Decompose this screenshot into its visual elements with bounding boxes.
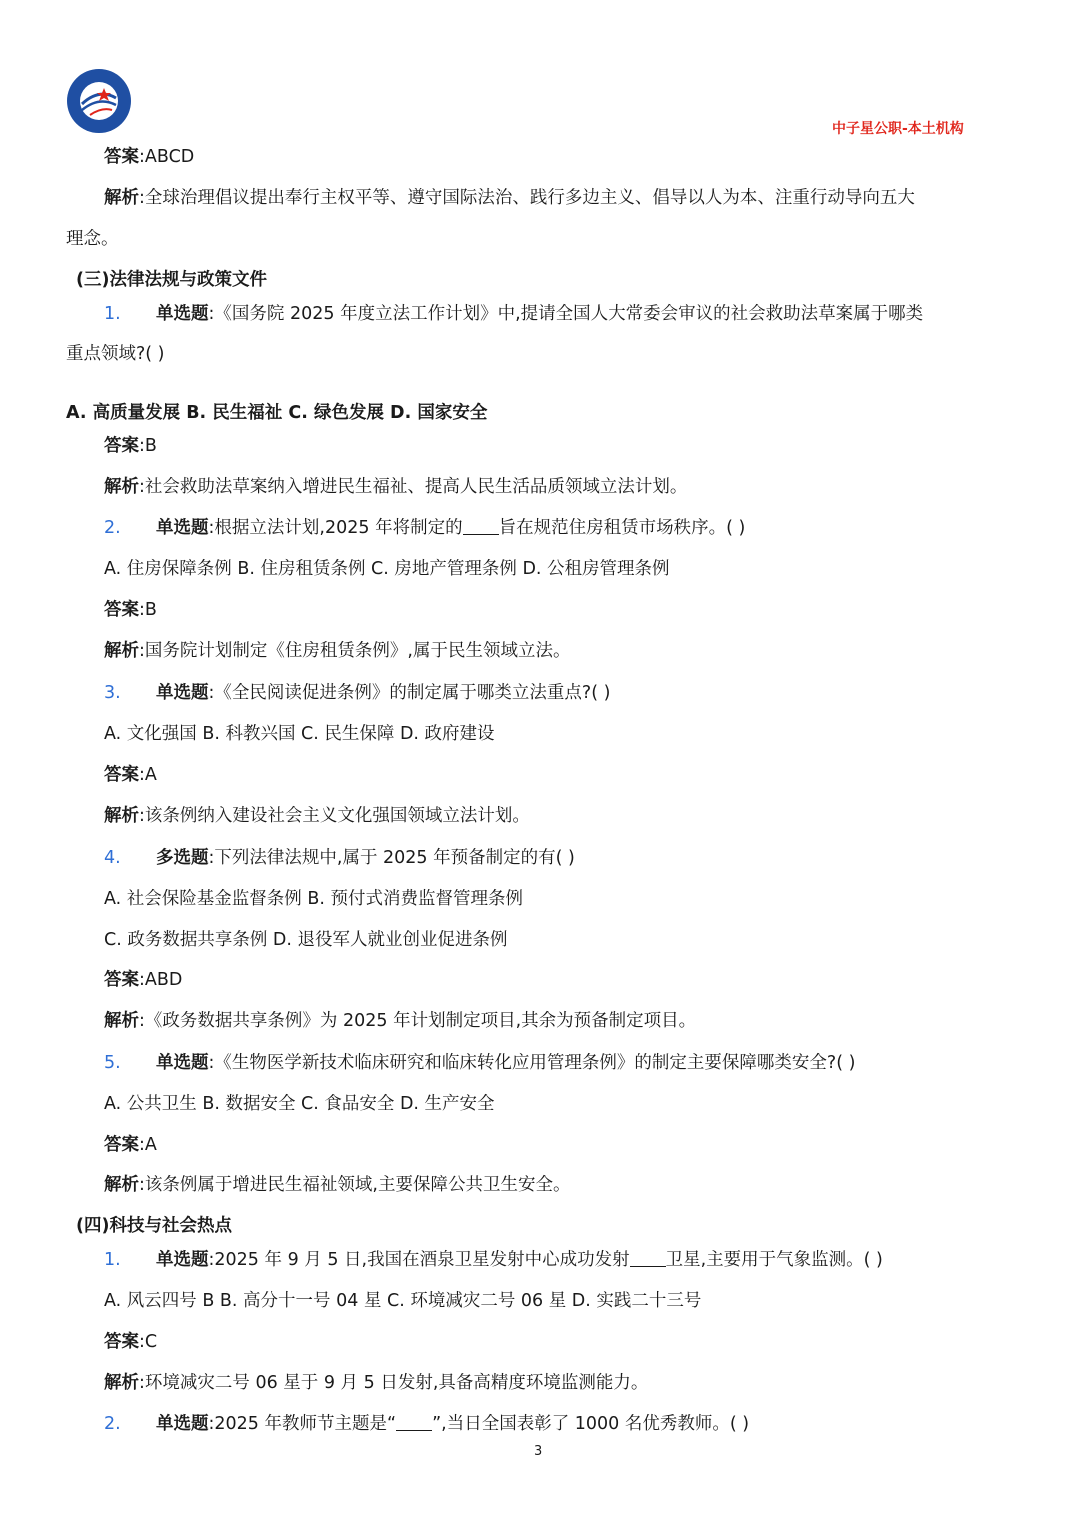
organization-name: 中子星公职-本土机构 (832, 121, 964, 137)
question-options: A. 风云四号 B B. 高分十一号 04 星 C. 环境减灾二号 06 星 D. 实践二十三号 (104, 1291, 702, 1311)
question-stem: 3. 单选题:《全民阅读促进条例》的制定属于哪类立法重点?( ) (104, 683, 611, 703)
analysis-line: 解析:《政务数据共享条例》为 2025 年计划制定项目,其余为预备制定项目。 (104, 1011, 697, 1031)
question-stem: 2. 单选题:2025 年教师节主题是“ ”,当日全国表彰了 1000 名优秀教师。( ) (104, 1414, 750, 1434)
analysis-line-continued: 理念。 (66, 229, 119, 249)
analysis-line: 解析:全球治理倡议提出奉行主权平等、遵守国际法治、践行多边主义、倡导以人为本、注重行动导向五大 (104, 188, 915, 208)
question-options-continued: C. 政务数据共享条例 D. 退役军人就业创业促进条例 (104, 930, 508, 950)
analysis-line: 解析:该条例纳入建设社会主义文化强国领域立法计划。 (104, 806, 530, 826)
question-stem-continued: 重点领域?( ) (66, 344, 165, 364)
analysis-line: 解析:国务院计划制定《住房租赁条例》,属于民生领域立法。 (104, 641, 571, 661)
answer-line: 答案:ABD (104, 970, 183, 990)
section-title: (三)法律法规与政策文件 (76, 270, 267, 290)
fill-in-blank (630, 1248, 666, 1267)
page-number: 3 (534, 1444, 543, 1459)
question-stem: 4. 多选题:下列法律法规中,属于 2025 年预备制定的有( ) (104, 848, 575, 868)
question-options: A. 社会保险基金监督条例 B. 预付式消费监督管理条例 (104, 889, 523, 909)
answer-line: 答案:A (104, 765, 157, 785)
answer-line: 答案:B (104, 436, 157, 456)
question-stem: 2. 单选题:根据立法计划,2025 年将制定的 旨在规范住房租赁市场秩序。( ) (104, 518, 746, 538)
answer-line: 答案:C (104, 1332, 158, 1352)
analysis-line: 解析:社会救助法草案纳入增进民生福祉、提高人民生活品质领域立法计划。 (104, 477, 688, 497)
answer-line: 答案:B (104, 600, 157, 620)
section-title: (四)科技与社会热点 (76, 1216, 232, 1236)
analysis-line: 解析:该条例属于增进民生福祉领域,主要保障公共卫生安全。 (104, 1175, 571, 1195)
fill-in-blank (463, 516, 499, 535)
question-stem: 1. 单选题:《国务院 2025 年度立法工作计划》中,提请全国人大常委会审议的社会救助法草案属于哪类 (104, 304, 924, 324)
question-options: A. 文化强国 B. 科教兴国 C. 民生保障 D. 政府建设 (104, 724, 495, 744)
answer-line: 答案:ABCD (104, 147, 195, 167)
question-options: A. 住房保障条例 B. 住房租赁条例 C. 房地产管理条例 D. 公租房管理条例 (104, 559, 670, 579)
question-options: A. 公共卫生 B. 数据安全 C. 食品安全 D. 生产安全 (104, 1094, 495, 1114)
analysis-line: 解析:环境减灾二号 06 星于 9 月 5 日发射,具备高精度环境监测能力。 (104, 1373, 649, 1393)
fill-in-blank (396, 1412, 432, 1431)
question-stem: 1. 单选题:2025 年 9 月 5 日,我国在酒泉卫星发射中心成功发射 卫星,主要用于气象监测。( ) (104, 1250, 883, 1270)
answer-line: 答案:A (104, 1135, 157, 1155)
question-stem: 5. 单选题:《生物医学新技术临床研究和临床转化应用管理条例》的制定主要保障哪类安全?( ) (104, 1053, 856, 1073)
question-options: A. 高质量发展 B. 民生福祉 C. 绿色发展 D. 国家安全 (66, 403, 488, 423)
